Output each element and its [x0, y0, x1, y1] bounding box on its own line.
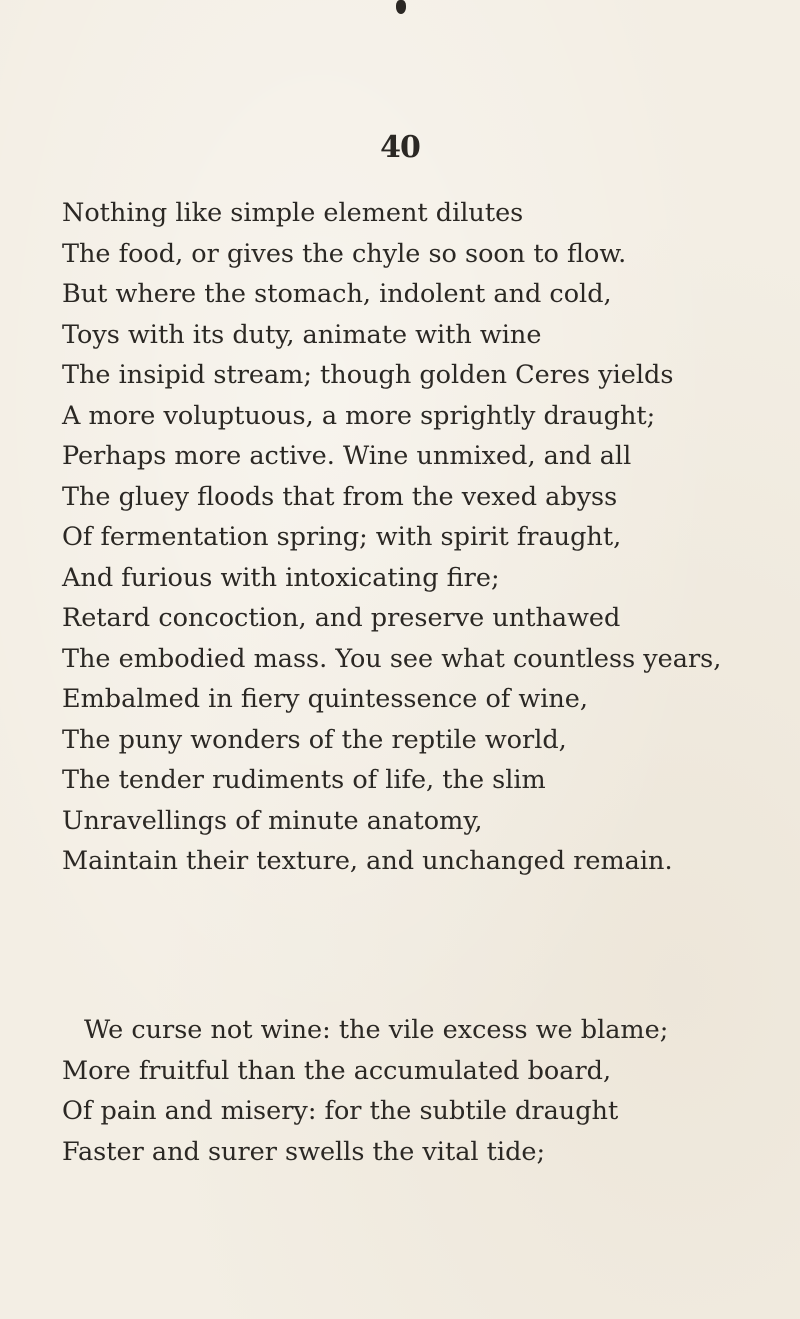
poem-stanza-1: [62, 193, 782, 882]
poem-line: The gluey floods that from the vexed abyss: [62, 481, 618, 512]
poem-line: Of fermentation spring; with spirit fraught,: [62, 522, 622, 552]
poem-line: The insipid stream; though golden Ceres yields: [62, 360, 674, 390]
poem-line: Unravellings of minute anatomy,: [62, 805, 483, 836]
poem-line: The food, or gives the chyle so soon to flow.: [62, 238, 627, 269]
poem-line: Perhaps more active. Wine unmixed, and all: [62, 441, 632, 471]
poem-line: We curse not wine: the vile excess we blame;: [84, 1015, 669, 1045]
poem-line: Of pain and misery: for the subtile draught: [62, 1096, 619, 1126]
poem-stanza-2: [62, 1010, 782, 1172]
poem-line: But where the stomach, indolent and cold,: [62, 279, 612, 309]
poem-line: The tender rudiments of life, the slim: [62, 765, 546, 795]
poem-line: A more voluptuous, a more sprightly draught;: [62, 400, 656, 431]
poem-line: Maintain their texture, and unchanged remain.: [62, 846, 673, 876]
poem-line: And furious with intoxicating fire;: [62, 562, 500, 593]
poem-line: More fruitful than the accumulated board,: [62, 1055, 612, 1086]
poem-line: Nothing like simple element dilutes: [62, 198, 524, 228]
ink-blot: [396, 0, 406, 14]
poem-line: Embalmed in fiery quintessence of wine,: [62, 684, 588, 714]
poem-line: Toys with its duty, animate with wine: [62, 319, 542, 350]
poem-line: The embodied mass. You see what countless years,: [62, 643, 722, 674]
poem-line: Retard concoction, and preserve unthawed: [62, 603, 621, 633]
poem-line: The puny wonders of the reptile world,: [62, 724, 567, 755]
poem-line: Faster and surer swells the vital tide;: [62, 1136, 546, 1167]
page-number: 40: [380, 130, 420, 165]
